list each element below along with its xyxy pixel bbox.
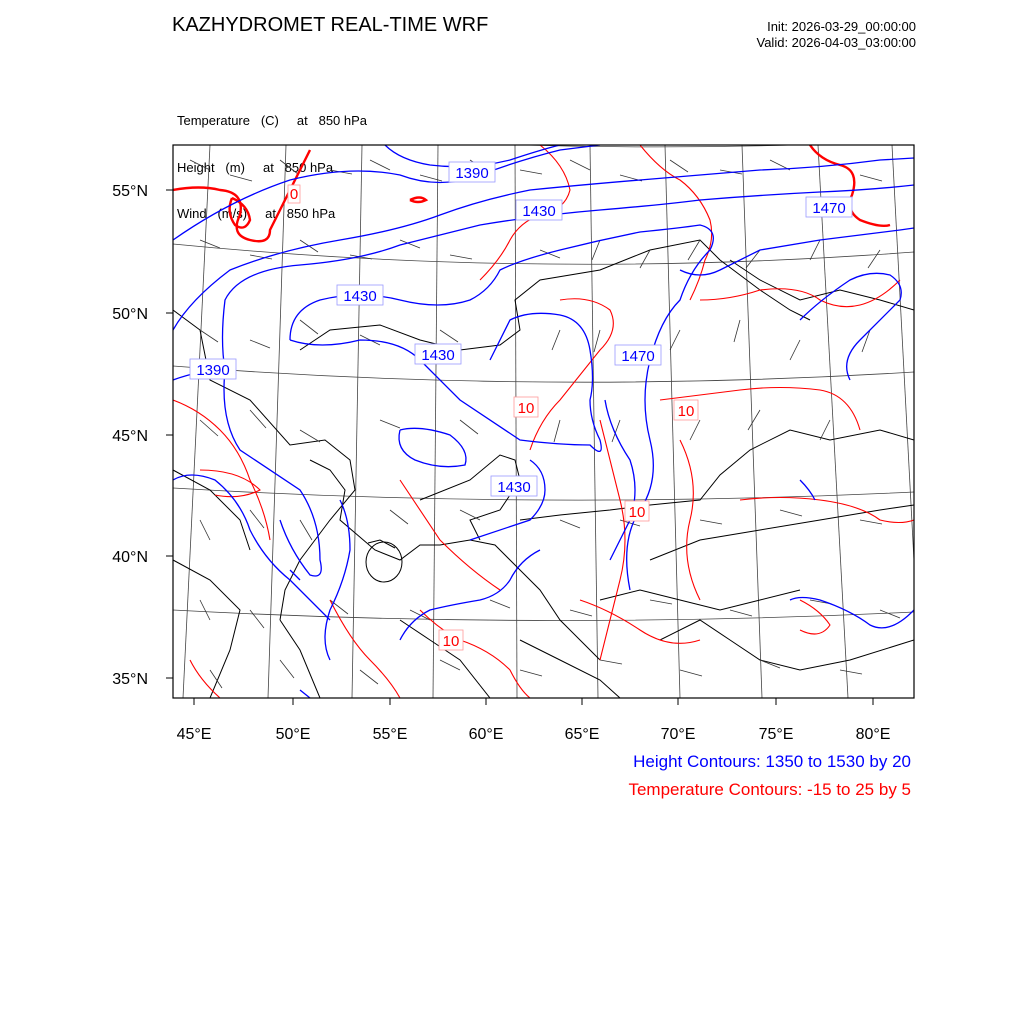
lon-label: 80°E (855, 726, 891, 743)
temperature-label (288, 185, 300, 203)
lat-label: 50°N (112, 306, 148, 323)
svg-text:10: 10 (628, 504, 646, 521)
svg-text:1430: 1430 (522, 203, 556, 220)
lon-label: 60°E (468, 726, 504, 743)
height-label (806, 197, 852, 217)
height-label (491, 476, 537, 496)
chart-title: KAZHYDROMET REAL-TIME WRF (172, 14, 489, 36)
svg-text:10: 10 (517, 400, 535, 417)
init-time: Init: 2026-03-29_00:00:00 (767, 19, 916, 34)
height-label (516, 200, 562, 220)
svg-text:1430: 1430 (497, 479, 531, 496)
temperature-contour-labels (288, 185, 698, 650)
svg-text:1430: 1430 (343, 288, 377, 305)
variable-wind: Wind (m/s) at 850 hPa (177, 206, 336, 221)
height-legend: Height Contours: 1350 to 1530 by 20 (633, 752, 911, 771)
latitude-axis (166, 190, 173, 678)
country-borders (173, 240, 914, 698)
lon-label: 50°E (275, 726, 311, 743)
longitude-axis (194, 698, 873, 705)
lat-label: 35°N (112, 671, 148, 688)
height-label (337, 285, 383, 305)
valid-time: Valid: 2026-04-03_03:00:00 (756, 35, 916, 50)
svg-text:0: 0 (289, 186, 299, 203)
lat-label: 45°N (112, 428, 148, 445)
lat-label: 40°N (112, 549, 148, 566)
svg-text:10: 10 (442, 633, 460, 650)
lon-label: 45°E (176, 726, 212, 743)
lon-label: 65°E (564, 726, 600, 743)
temperature-label (514, 397, 538, 417)
temperature-legend: Temperature Contours: -15 to 25 by 5 (628, 780, 911, 799)
height-label (449, 162, 495, 182)
height-label (190, 359, 236, 379)
lon-label: 55°E (372, 726, 408, 743)
svg-text:1470: 1470 (812, 200, 846, 217)
temperature-label (625, 501, 649, 521)
temperature-label (439, 630, 463, 650)
variable-temperature: Temperature (C) at 850 hPa (177, 113, 368, 128)
lat-label: 55°N (112, 183, 148, 200)
lon-label: 75°E (758, 726, 794, 743)
svg-text:10: 10 (677, 403, 695, 420)
height-label (415, 344, 461, 364)
height-label (615, 345, 661, 365)
wind-barbs (190, 160, 900, 688)
variable-height: Height (m) at 850 hPa (177, 159, 334, 175)
svg-text:1390: 1390 (196, 362, 230, 379)
lon-label: 70°E (660, 726, 696, 743)
svg-text:1390: 1390 (455, 165, 489, 182)
temperature-label (674, 400, 698, 420)
svg-text:1470: 1470 (621, 348, 655, 365)
svg-text:1430: 1430 (421, 347, 455, 364)
